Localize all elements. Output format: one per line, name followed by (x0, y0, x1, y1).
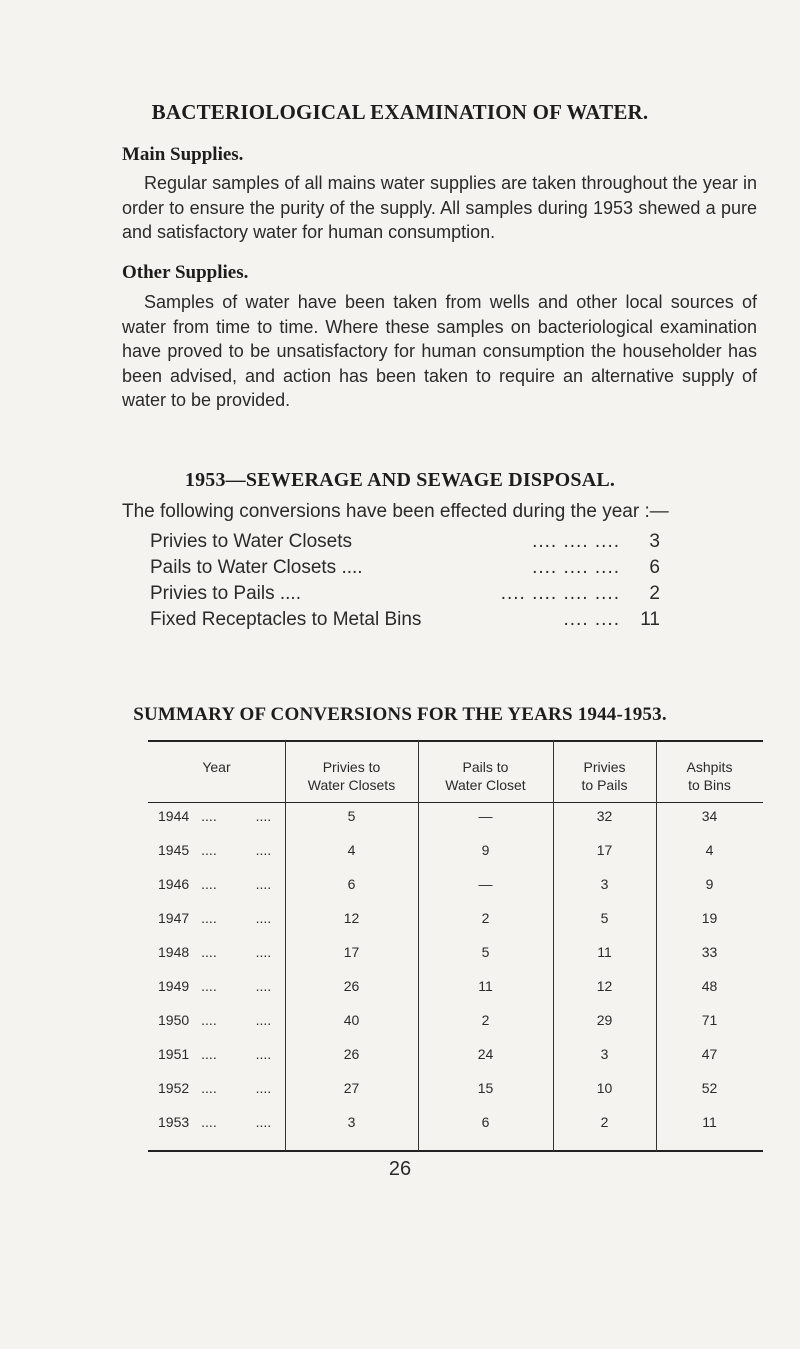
header-privies-wc (285, 758, 418, 794)
value-cell: 2 (600, 1114, 609, 1130)
header-pails-wc (418, 758, 553, 794)
year-cell (158, 1114, 285, 1134)
conversion-label: Privies to Pails .... (150, 583, 301, 604)
value-cell: 3 (347, 1114, 356, 1130)
conversion-item (150, 531, 660, 557)
value-cell: 6 (347, 876, 356, 892)
sewerage-title: 1953—SEWERAGE AND SEWAGE DISPOSAL. (184, 469, 616, 491)
conversion-value: 11 (640, 609, 660, 630)
conversion-item (150, 583, 660, 609)
value-cell: 12 (596, 978, 613, 994)
leader-dots: .... .... (201, 1114, 272, 1130)
value-cell: 17 (343, 944, 360, 960)
conversion-item (150, 557, 660, 583)
value-cell: 4 (705, 842, 714, 858)
year-text: 1944 (158, 808, 190, 824)
leader-dots: .... .... (201, 1012, 272, 1028)
sewerage-intro: The following conversions have been effected during the year :— (122, 501, 669, 522)
header-line: Ashpits (686, 759, 733, 775)
year-text: 1952 (158, 1080, 190, 1096)
leader-dots: .... .... (201, 1046, 272, 1062)
conversion-label: Pails to Water Closets .... (150, 557, 363, 578)
year-text: 1947 (158, 910, 190, 926)
value-cell: 24 (477, 1046, 494, 1062)
value-cell: 32 (596, 808, 613, 824)
conversion-dots: .... .... .... .... (500, 583, 620, 604)
header-year (148, 758, 285, 776)
value-cell: 52 (701, 1080, 718, 1096)
year-text: 1953 (158, 1114, 190, 1130)
year-text: 1951 (158, 1046, 190, 1062)
header-line: to Pails (581, 777, 628, 793)
value-cell: 48 (701, 978, 718, 994)
main-supplies-text: Regular samples of all mains water supplies are taken throughout the year in order to ensure the purity of the supply. All samples during 1953 shewed a pure and satisfactory water for human consumption. (122, 173, 757, 242)
conversion-value: 2 (649, 583, 660, 604)
header-line: Water Closets (307, 777, 396, 793)
value-cell: 11 (597, 944, 612, 960)
table-bottom-rule (148, 1150, 763, 1152)
value-cell: — (478, 876, 493, 892)
value-cell: 26 (343, 978, 360, 994)
year-text: 1950 (158, 1012, 190, 1028)
header-line: Pails to (462, 759, 509, 775)
header-privies-pails (553, 758, 656, 794)
value-cell: 11 (478, 978, 493, 994)
header-line: Water Closet (445, 777, 526, 793)
value-cell: 27 (343, 1080, 360, 1096)
value-cell: — (478, 808, 493, 824)
year-cell (158, 1080, 285, 1100)
year-text: 1949 (158, 978, 190, 994)
leader-dots: .... .... (201, 808, 272, 824)
conversion-value: 3 (649, 531, 660, 552)
value-cell: 9 (481, 842, 490, 858)
header-ashpits-bins (656, 758, 763, 794)
value-cell: 5 (600, 910, 609, 926)
value-cell: 5 (347, 808, 356, 824)
conversion-dots: .... .... .... (532, 557, 620, 578)
header-line: to Bins (688, 777, 731, 793)
year-cell (158, 1012, 285, 1032)
year-cell (158, 842, 285, 862)
page-number: 26 (388, 1158, 412, 1180)
conversion-item (150, 609, 660, 635)
value-cell: 5 (481, 944, 490, 960)
year-cell (158, 876, 285, 896)
value-cell: 10 (596, 1080, 613, 1096)
value-cell: 34 (701, 808, 718, 824)
header-line: Privies to (322, 759, 381, 775)
main-supplies-heading: Main Supplies. (122, 144, 244, 165)
value-cell: 3 (600, 876, 609, 892)
leader-dots: .... .... (201, 978, 272, 994)
year-text: 1946 (158, 876, 190, 892)
leader-dots: .... .... (201, 910, 272, 926)
conversion-label: Fixed Receptacles to Metal Bins (150, 609, 422, 630)
conversion-label: Privies to Water Closets (150, 531, 353, 552)
year-text: 1945 (158, 842, 190, 858)
year-cell (158, 978, 285, 998)
other-supplies-heading: Other Supplies. (122, 262, 249, 283)
leader-dots: .... .... (201, 944, 272, 960)
water-title: BACTERIOLOGICAL EXAMINATION OF WATER. (151, 100, 649, 124)
year-cell (158, 910, 285, 930)
value-cell: 12 (343, 910, 360, 926)
table-header-rule (148, 802, 763, 803)
value-cell: 3 (600, 1046, 609, 1062)
conversion-dots: .... .... .... (532, 531, 620, 552)
value-cell: 11 (702, 1114, 717, 1130)
leader-dots: .... .... (201, 1080, 272, 1096)
value-cell: 9 (705, 876, 714, 892)
year-text: 1948 (158, 944, 190, 960)
value-cell: 47 (701, 1046, 718, 1062)
summary-title: SUMMARY OF CONVERSIONS FOR THE YEARS 1944-1953. (133, 704, 667, 725)
value-cell: 6 (481, 1114, 490, 1130)
conversion-dots: .... .... (563, 609, 620, 630)
value-cell: 40 (343, 1012, 360, 1028)
value-cell: 2 (481, 910, 490, 926)
header-line: Privies (583, 759, 626, 775)
header-line: Year (202, 759, 231, 775)
conversion-value: 6 (649, 557, 660, 578)
table-top-rule (148, 740, 763, 742)
value-cell: 4 (347, 842, 356, 858)
leader-dots: .... .... (201, 842, 272, 858)
value-cell: 15 (477, 1080, 494, 1096)
value-cell: 33 (701, 944, 718, 960)
value-cell: 19 (701, 910, 718, 926)
leader-dots: .... .... (201, 876, 272, 892)
year-cell (158, 944, 285, 964)
other-supplies-text: Samples of water have been taken from wells and other local sources of water from time to time. Where these samples on bacteriological examination have proved to be unsatisfactory for human consumption the householder has been advised, and action has been taken to require an alternative supply of water to be provided. (122, 292, 757, 410)
year-cell (158, 808, 285, 828)
value-cell: 17 (596, 842, 613, 858)
summary-table (148, 740, 763, 1180)
value-cell: 2 (481, 1012, 490, 1028)
value-cell: 29 (596, 1012, 613, 1028)
value-cell: 71 (701, 1012, 718, 1028)
year-cell (158, 1046, 285, 1066)
value-cell: 26 (343, 1046, 360, 1062)
